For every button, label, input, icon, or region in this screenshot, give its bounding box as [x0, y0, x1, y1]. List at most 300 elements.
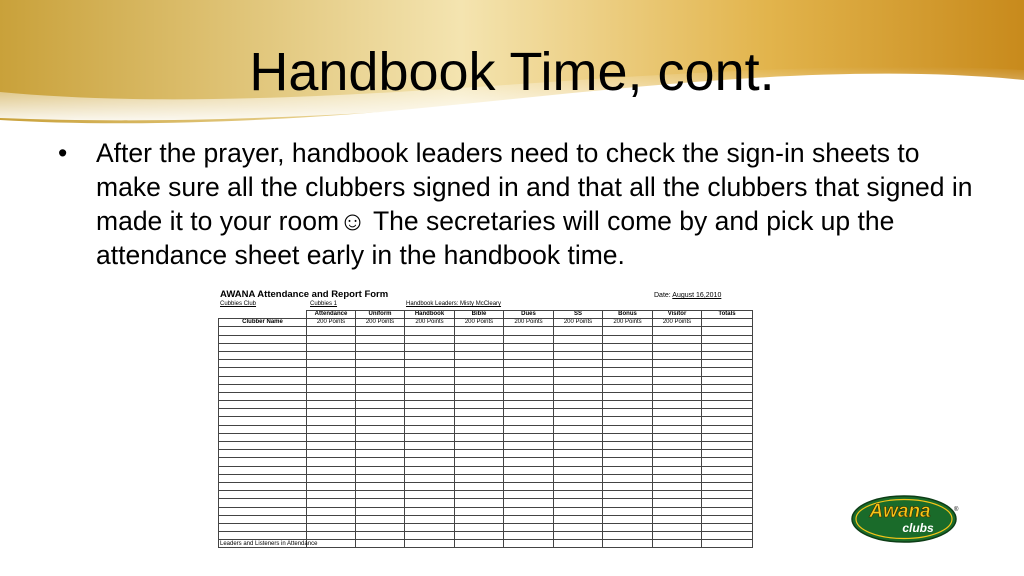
score-cell [554, 368, 603, 376]
score-cell [653, 392, 702, 400]
score-cell [603, 515, 653, 523]
score-cell [455, 417, 504, 425]
points-cell: 200 Points [603, 319, 653, 327]
score-cell [702, 392, 753, 400]
score-cell [702, 474, 753, 482]
score-cell [504, 351, 554, 359]
form-class: Cubbies 1 [310, 301, 338, 307]
score-cell [455, 425, 504, 433]
score-cell [702, 507, 753, 515]
score-cell [702, 433, 753, 441]
score-cell [653, 515, 702, 523]
score-cell [307, 515, 356, 523]
points-cell: 200 Points [554, 319, 603, 327]
table-row [219, 360, 753, 368]
score-cell [307, 409, 356, 417]
clubber-name-cell [219, 327, 307, 335]
score-cell [356, 351, 405, 359]
score-cell [356, 491, 405, 499]
score-cell [702, 360, 753, 368]
points-cell: 200 Points [504, 319, 554, 327]
header-row-points [219, 319, 753, 327]
table-row [219, 474, 753, 482]
score-cell [653, 433, 702, 441]
column-header: Visitor [653, 311, 702, 319]
score-cell [356, 442, 405, 450]
clubber-name-cell [219, 458, 307, 466]
score-cell [702, 343, 753, 351]
clubber-name-cell [219, 507, 307, 515]
score-cell [405, 351, 455, 359]
score-cell [504, 392, 554, 400]
score-cell [653, 376, 702, 384]
score-cell [653, 507, 702, 515]
score-cell [356, 515, 405, 523]
table-row [219, 343, 753, 351]
score-cell [603, 327, 653, 335]
score-cell [702, 442, 753, 450]
score-cell [307, 425, 356, 433]
score-cell [405, 335, 455, 343]
clubber-name-cell [219, 450, 307, 458]
form-leaders: Handbook Leaders: Misty McCleary [406, 301, 502, 307]
score-cell [702, 384, 753, 392]
score-cell [504, 368, 554, 376]
score-cell [702, 327, 753, 335]
score-cell [455, 360, 504, 368]
score-cell [356, 532, 405, 540]
score-cell [554, 499, 603, 507]
score-cell [356, 466, 405, 474]
clubber-name-cell [219, 409, 307, 417]
table-row [219, 327, 753, 335]
score-cell [356, 401, 405, 409]
points-cell [702, 319, 753, 327]
table-row [219, 384, 753, 392]
score-cell [603, 450, 653, 458]
score-cell [356, 343, 405, 351]
score-cell [702, 482, 753, 490]
score-cell [554, 515, 603, 523]
score-cell [356, 368, 405, 376]
score-cell [653, 335, 702, 343]
score-cell [653, 466, 702, 474]
score-cell [554, 392, 603, 400]
score-cell [504, 360, 554, 368]
score-cell [653, 482, 702, 490]
score-cell [455, 368, 504, 376]
clubber-name-cell [219, 466, 307, 474]
score-cell [603, 466, 653, 474]
score-cell [702, 491, 753, 499]
score-cell [653, 384, 702, 392]
score-cell [702, 417, 753, 425]
score-cell [504, 384, 554, 392]
score-cell [554, 401, 603, 409]
score-cell [307, 392, 356, 400]
score-cell [702, 409, 753, 417]
table-row [219, 401, 753, 409]
score-cell [603, 343, 653, 351]
attendance-form-image [218, 289, 753, 554]
score-cell [603, 491, 653, 499]
clubber-name-cell [219, 417, 307, 425]
score-cell [504, 523, 554, 531]
score-cell [307, 491, 356, 499]
score-cell [455, 450, 504, 458]
awana-clubs-logo [850, 492, 962, 544]
score-cell [653, 368, 702, 376]
score-cell [307, 532, 356, 540]
score-cell [307, 433, 356, 441]
table-row [219, 458, 753, 466]
score-cell [554, 482, 603, 490]
score-cell [653, 499, 702, 507]
score-cell [455, 499, 504, 507]
score-cell [603, 384, 653, 392]
score-cell [455, 466, 504, 474]
score-cell [653, 417, 702, 425]
form-footer-label: Leaders and Listeners in Attendance [220, 541, 318, 547]
form-footer-line [354, 547, 750, 548]
score-cell [702, 466, 753, 474]
score-cell [504, 491, 554, 499]
points-cell: 200 Points [307, 319, 356, 327]
clubber-name-cell [219, 335, 307, 343]
score-cell [653, 401, 702, 409]
score-cell [603, 433, 653, 441]
score-cell [307, 384, 356, 392]
score-cell [603, 368, 653, 376]
score-cell [653, 425, 702, 433]
score-cell [554, 507, 603, 515]
clubber-name-cell [219, 515, 307, 523]
column-header: Dues [504, 311, 554, 319]
score-cell [405, 466, 455, 474]
score-cell [356, 458, 405, 466]
form-date-value: August 16,2010 [672, 292, 722, 299]
score-cell [504, 343, 554, 351]
table-row [219, 417, 753, 425]
score-cell [603, 499, 653, 507]
table-row [219, 491, 753, 499]
score-cell [504, 507, 554, 515]
score-cell [405, 532, 455, 540]
score-cell [307, 442, 356, 450]
score-cell [455, 392, 504, 400]
bullet-item [58, 136, 978, 272]
score-cell [307, 335, 356, 343]
score-cell [405, 384, 455, 392]
clubber-name-cell [219, 360, 307, 368]
column-header: SS [554, 311, 603, 319]
score-cell [307, 368, 356, 376]
column-header: Uniform [356, 311, 405, 319]
points-cell: 200 Points [356, 319, 405, 327]
table-row [219, 409, 753, 417]
score-cell [504, 442, 554, 450]
score-cell [603, 482, 653, 490]
clubber-name-cell [219, 491, 307, 499]
score-cell [307, 351, 356, 359]
score-cell [554, 343, 603, 351]
score-cell [653, 474, 702, 482]
score-cell [455, 335, 504, 343]
score-cell [455, 515, 504, 523]
score-cell [603, 335, 653, 343]
score-cell [653, 360, 702, 368]
table-row [219, 392, 753, 400]
score-cell [356, 384, 405, 392]
score-cell [702, 351, 753, 359]
score-cell [653, 532, 702, 540]
clubber-name-cell [219, 401, 307, 409]
header-row-names [219, 311, 753, 319]
score-cell [455, 442, 504, 450]
score-cell [554, 425, 603, 433]
score-cell [307, 482, 356, 490]
score-cell [405, 376, 455, 384]
score-cell [653, 409, 702, 417]
score-cell [356, 507, 405, 515]
score-cell [702, 499, 753, 507]
score-cell [504, 433, 554, 441]
score-cell [356, 433, 405, 441]
score-cell [455, 474, 504, 482]
score-cell [307, 450, 356, 458]
table-row [219, 368, 753, 376]
score-cell [455, 532, 504, 540]
form-title: AWANA Attendance and Report Form [220, 289, 389, 300]
score-cell [405, 401, 455, 409]
score-cell [405, 343, 455, 351]
score-cell [653, 351, 702, 359]
score-cell [653, 458, 702, 466]
score-cell [356, 327, 405, 335]
column-header: Totals [702, 311, 753, 319]
score-cell [603, 507, 653, 515]
blank-rows [219, 327, 753, 548]
score-cell [603, 523, 653, 531]
table-row [219, 351, 753, 359]
score-cell [653, 442, 702, 450]
score-cell [455, 401, 504, 409]
score-cell [554, 450, 603, 458]
score-cell [603, 351, 653, 359]
score-cell [455, 491, 504, 499]
table-row [219, 523, 753, 531]
score-cell [554, 532, 603, 540]
table-row [219, 507, 753, 515]
slide-title: Handbook Time, cont. [249, 42, 775, 102]
clubber-name-cell [219, 368, 307, 376]
score-cell [603, 360, 653, 368]
score-cell [307, 507, 356, 515]
score-cell [356, 474, 405, 482]
score-cell [455, 433, 504, 441]
column-header: Handbook [405, 311, 455, 319]
score-cell [603, 392, 653, 400]
score-cell [554, 442, 603, 450]
points-cell: 200 Points [455, 319, 504, 327]
score-cell [307, 458, 356, 466]
clubber-name-cell [219, 343, 307, 351]
score-cell [504, 409, 554, 417]
score-cell [356, 376, 405, 384]
score-cell [307, 499, 356, 507]
score-cell [307, 523, 356, 531]
score-cell [307, 327, 356, 335]
form-club: Cubbies Club [220, 301, 257, 307]
score-cell [455, 482, 504, 490]
score-cell [702, 376, 753, 384]
score-cell [405, 507, 455, 515]
score-cell [405, 425, 455, 433]
clubber-name-header: Clubber Name [219, 319, 307, 327]
score-cell [504, 376, 554, 384]
score-cell [405, 433, 455, 441]
table-row [219, 482, 753, 490]
column-header: Attendance [307, 311, 356, 319]
score-cell [554, 491, 603, 499]
score-cell [307, 401, 356, 409]
score-cell [653, 343, 702, 351]
score-cell [554, 376, 603, 384]
score-cell [405, 491, 455, 499]
score-cell [702, 532, 753, 540]
score-cell [405, 499, 455, 507]
score-cell [356, 523, 405, 531]
form-date-label: Date: [654, 292, 671, 299]
score-cell [504, 417, 554, 425]
blank-cell [219, 311, 307, 319]
clubber-name-cell [219, 442, 307, 450]
score-cell [554, 335, 603, 343]
score-cell [405, 368, 455, 376]
score-cell [455, 384, 504, 392]
points-cell: 200 Points [653, 319, 702, 327]
score-cell [455, 409, 504, 417]
clubber-name-cell [219, 384, 307, 392]
score-cell [554, 433, 603, 441]
score-cell [356, 360, 405, 368]
score-cell [554, 474, 603, 482]
score-cell [455, 343, 504, 351]
clubber-name-cell [219, 392, 307, 400]
score-cell [405, 515, 455, 523]
clubber-name-cell [219, 425, 307, 433]
score-cell [405, 327, 455, 335]
clubber-name-cell [219, 433, 307, 441]
column-header: Bible [455, 311, 504, 319]
table-row [219, 433, 753, 441]
score-cell [603, 474, 653, 482]
table-row [219, 499, 753, 507]
score-cell [702, 458, 753, 466]
score-cell [504, 466, 554, 474]
clubber-name-cell [219, 376, 307, 384]
score-cell [405, 458, 455, 466]
score-cell [504, 474, 554, 482]
score-cell [504, 482, 554, 490]
score-cell [504, 401, 554, 409]
table-row [219, 515, 753, 523]
score-cell [554, 327, 603, 335]
score-cell [603, 532, 653, 540]
score-cell [653, 491, 702, 499]
logo-text-top: Awana [869, 501, 931, 522]
score-cell [455, 458, 504, 466]
table-row [219, 450, 753, 458]
score-cell [455, 327, 504, 335]
score-cell [702, 425, 753, 433]
score-cell [603, 409, 653, 417]
score-cell [405, 409, 455, 417]
clubber-name-cell [219, 482, 307, 490]
clubber-name-cell [219, 532, 307, 540]
score-cell [455, 507, 504, 515]
score-cell [307, 343, 356, 351]
score-cell [702, 523, 753, 531]
score-cell [356, 392, 405, 400]
score-cell [554, 409, 603, 417]
clubber-name-cell [219, 474, 307, 482]
score-cell [603, 458, 653, 466]
form-date [654, 292, 721, 299]
score-cell [504, 499, 554, 507]
table-row [219, 466, 753, 474]
score-cell [504, 532, 554, 540]
score-cell [504, 458, 554, 466]
score-cell [504, 335, 554, 343]
score-cell [603, 376, 653, 384]
score-cell [554, 466, 603, 474]
score-cell [405, 474, 455, 482]
score-cell [653, 450, 702, 458]
score-cell [702, 450, 753, 458]
attendance-table [218, 310, 753, 548]
score-cell [356, 417, 405, 425]
score-cell [455, 351, 504, 359]
score-cell [702, 368, 753, 376]
score-cell [554, 458, 603, 466]
score-cell [356, 499, 405, 507]
clubber-name-cell [219, 523, 307, 531]
score-cell [455, 523, 504, 531]
score-cell [554, 417, 603, 425]
score-cell [307, 376, 356, 384]
points-cell: 200 Points [405, 319, 455, 327]
score-cell [307, 360, 356, 368]
score-cell [405, 360, 455, 368]
score-cell [356, 450, 405, 458]
score-cell [702, 515, 753, 523]
score-cell [405, 482, 455, 490]
score-cell [307, 466, 356, 474]
table-row [219, 376, 753, 384]
score-cell [702, 335, 753, 343]
score-cell [554, 523, 603, 531]
score-cell [702, 401, 753, 409]
score-cell [603, 401, 653, 409]
score-cell [405, 417, 455, 425]
score-cell [307, 474, 356, 482]
score-cell [405, 442, 455, 450]
score-cell [554, 351, 603, 359]
clubber-name-cell [219, 351, 307, 359]
score-cell [455, 376, 504, 384]
score-cell [504, 425, 554, 433]
